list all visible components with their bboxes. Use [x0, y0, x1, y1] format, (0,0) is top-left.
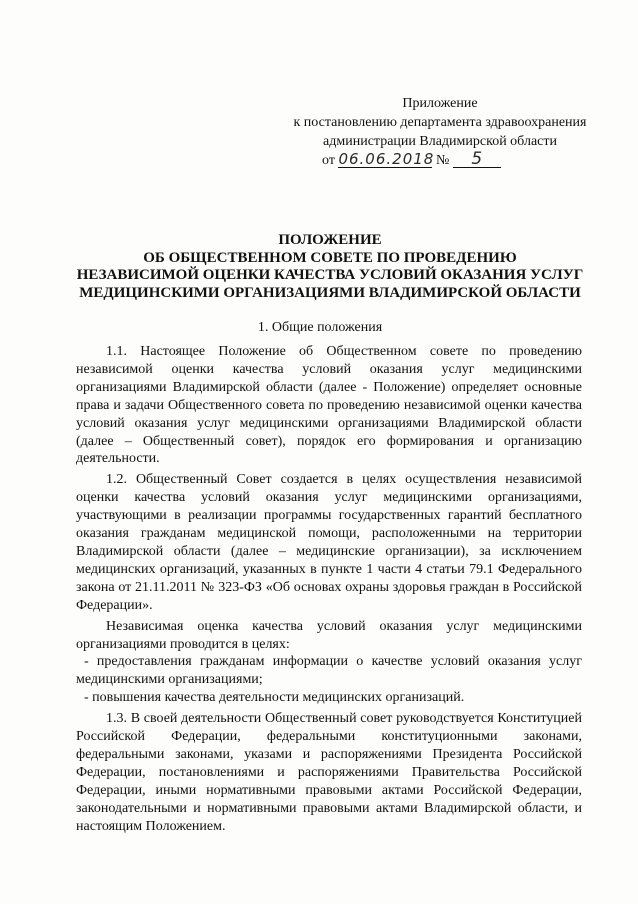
- document-body: [76, 343, 582, 835]
- paragraph-1-1: 1.1. Настоящее Положение об Общественном совете по проведению независимой оценки качества условий оказания услуг медицинскими организациями Владимирской области (далее - Положение) определяет основные права и задачи Общественного совета по проведению независимой оценки качества условий оказания услуг медицинскими организациями Владимирской области (далее – Общественный совет), порядок его формирования и организацию деятельности.: [76, 344, 582, 467]
- handwritten-number: 5: [453, 151, 501, 168]
- title-line-3: НЕЗАВИСИМОЙ ОЦЕНКИ КАЧЕСТВА УСЛОВИЙ ОКАЗАНИЯ УСЛУГ: [76, 267, 584, 283]
- from-label: от: [322, 153, 335, 168]
- bullet-inform-citizens: - предоставления гражданам информации о качестве условий оказания услуг медицинскими организациями;: [76, 654, 582, 688]
- title-line-1: ПОЛОЖЕНИЕ: [278, 232, 382, 248]
- annex-line-decree: к постановлению департамента здравоохранения: [293, 115, 587, 130]
- annex-date-number-line: [270, 151, 610, 170]
- bullet-improve-quality: - повышения качества деятельности медицинских организаций.: [84, 690, 465, 706]
- title-line-2: ОБ ОБЩЕСТВЕННОМ СОВЕТЕ ПО ПРОВЕДЕНИЮ: [143, 249, 517, 266]
- annex-header: [270, 94, 610, 170]
- section-heading: 1. Общие положения: [257, 320, 383, 335]
- title-line-4: МЕДИЦИНСКИМИ ОРГАНИЗАЦИЯМИ ВЛАДИМИРСКОЙ ОБЛАСТИ: [79, 284, 581, 301]
- annex-line-administration: администрации Владимирской области: [323, 134, 557, 149]
- paragraph-1-2: 1.2. Общественный Совет создается в целях осуществления независимой оценки качества условий оказания услуг медицинскими организациями, участвующими в реализации программы государственных гарантий бесплатного оказания гражданам медицинской помощи, расположенными на территории Владимирской области (далее – медицинские организации), за исключением медицинских организаций, указанных в пункте 1 части 4 статьи 79.1 Федерального закона от 21.11.2011 № 323-ФЗ «Об основах охраны здоровья граждан в Российской Федерации».: [76, 472, 582, 613]
- number-label: №: [435, 153, 450, 168]
- annex-title: Приложение: [402, 96, 478, 111]
- paragraph-assessment-goals: Независимая оценка качества условий оказания услуг медицинскими организациями проводится в целях:: [76, 618, 582, 652]
- paragraph-1-3: 1.3. В своей деятельности Общественный совет руководствуется Конституцией Российской Федерации, федеральными конституционными законами, федеральными законами, указами и распоряжениями Президента Российской Федерации, постановлениями и распоряжениями Правительства Российской Федерации, иными нормативными правовыми актами Российской Федерации, законодательными и нормативными правовыми актами Владимирской области, и настоящим Положением.: [76, 711, 582, 834]
- handwritten-date: 06.06.2018: [338, 150, 435, 168]
- document-title: [60, 232, 600, 302]
